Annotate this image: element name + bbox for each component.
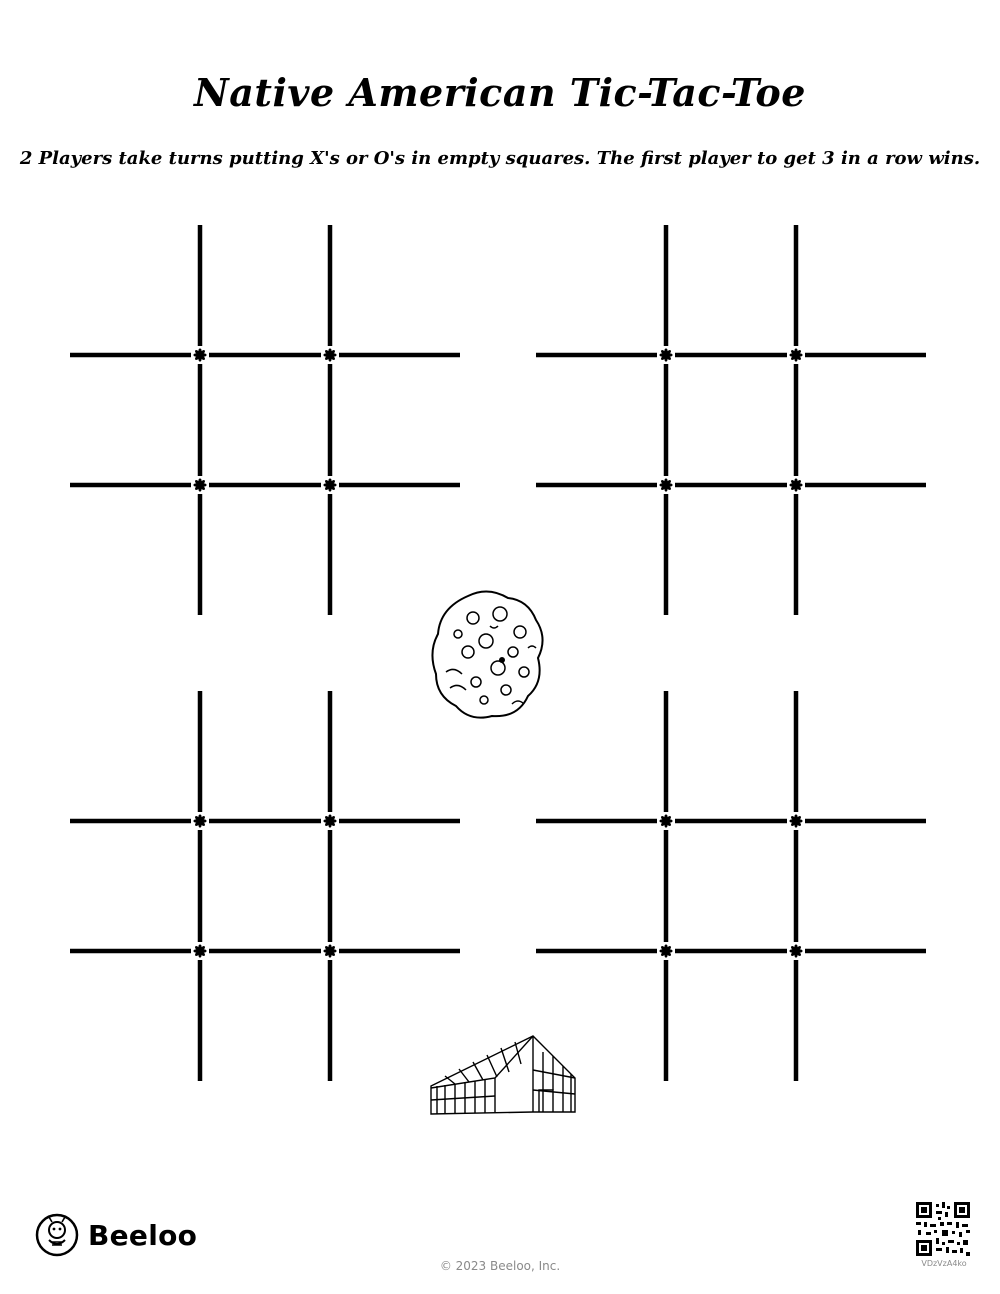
flower-icon (659, 478, 672, 491)
flower-icon (193, 814, 206, 827)
brand-name: Beeloo (88, 1218, 198, 1252)
bee-logo-icon (34, 1212, 80, 1258)
board-top-right[interactable] (536, 225, 926, 615)
flower-icon (323, 814, 336, 827)
flower-icon (659, 944, 672, 957)
flower-icon (193, 478, 206, 491)
board-top-left[interactable] (70, 225, 460, 615)
flower-icon (193, 944, 206, 957)
flower-icon (659, 814, 672, 827)
qr-code-id: VDzVzA4ko (921, 1259, 967, 1268)
flower-icon (789, 348, 802, 361)
flower-icon (323, 478, 336, 491)
flower-icon (323, 944, 336, 957)
board-bottom-left[interactable] (70, 691, 460, 1081)
longhouse-icon (425, 1030, 580, 1120)
beeloo-logo[interactable] (34, 1212, 197, 1258)
flower-icon (789, 478, 802, 491)
qr-code-icon[interactable] (916, 1202, 970, 1256)
flower-icon (193, 348, 206, 361)
corn-bread-icon (428, 586, 548, 726)
page-title: Native American Tic-Tac-Toe (194, 70, 806, 115)
flower-icon (789, 814, 802, 827)
copyright: © 2023 Beeloo, Inc. (439, 1259, 561, 1273)
board-bottom-right[interactable] (536, 691, 926, 1081)
instructions: 2 Players take turns putting X's or O's in empty squares. The first player to get 3 in a row wins. (19, 148, 981, 169)
flower-icon (789, 944, 802, 957)
flower-icon (323, 348, 336, 361)
flower-icon (659, 348, 672, 361)
